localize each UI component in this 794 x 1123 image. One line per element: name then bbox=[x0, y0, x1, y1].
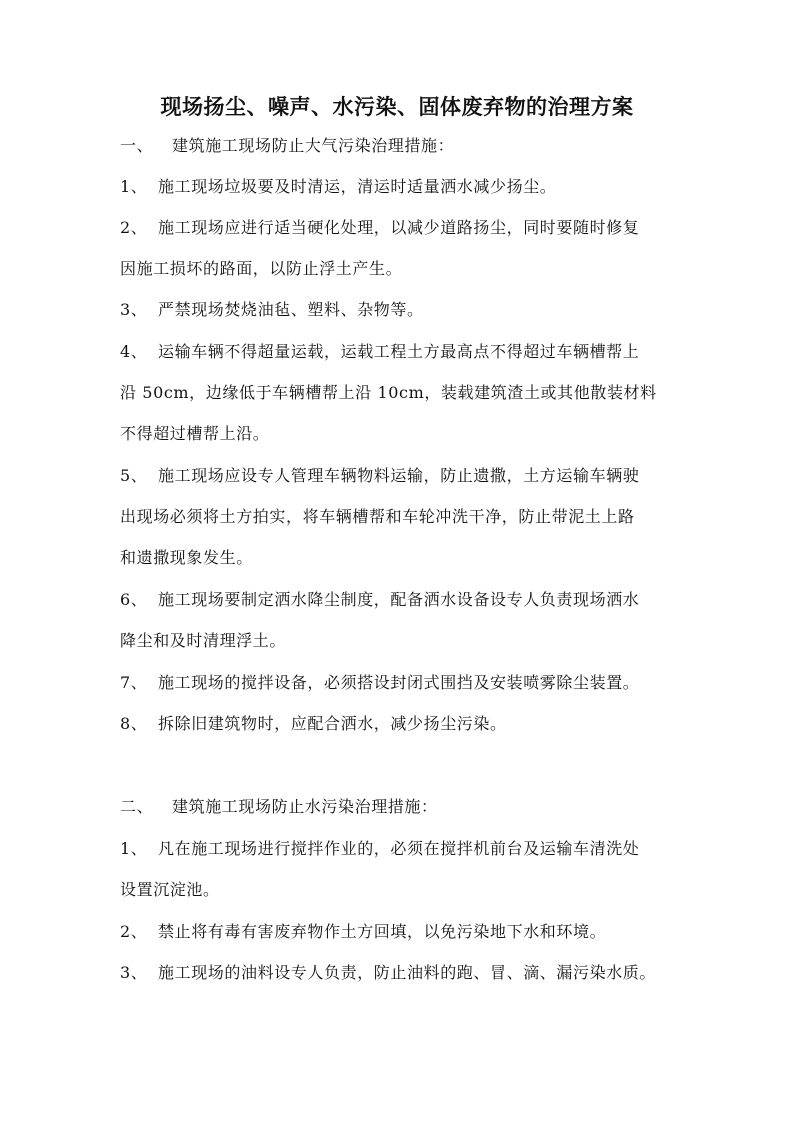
item-continuation: 降尘和及时清理浮土。 bbox=[120, 631, 287, 650]
item-number: 3、 bbox=[120, 963, 148, 982]
item-number: 2、 bbox=[120, 922, 148, 941]
item-continuation: 和遗撒现象发生。 bbox=[120, 548, 253, 567]
item-continuation: 不得超过槽帮上沿。 bbox=[120, 424, 270, 443]
item-text: 凡在施工现场进行搅拌作业的，必须在搅拌机前台及运输车清洗处 bbox=[158, 839, 640, 858]
item-number: 1、 bbox=[120, 177, 148, 196]
item-number: 1、 bbox=[120, 839, 148, 858]
list-item bbox=[120, 175, 556, 199]
document-title: 现场扬尘、噪声、水污染、固体废弃物的治理方案 bbox=[160, 94, 634, 119]
item-number: 7、 bbox=[120, 673, 148, 692]
list-item bbox=[120, 961, 656, 985]
section-2-heading bbox=[120, 795, 438, 819]
section-1-heading bbox=[120, 134, 454, 158]
item-text: 施工现场的油料设专人负责，防止油料的跑、冒、滴、漏污染水质。 bbox=[158, 963, 657, 982]
item-continuation: 沿 50cm，边缘低于车辆槽帮上沿 10cm，装载建筑渣土或其他散装材料 bbox=[120, 383, 657, 402]
list-item bbox=[120, 920, 606, 944]
item-text: 施工现场应设专人管理车辆物料运输，防止遗撒，土方运输车辆驶 bbox=[158, 466, 640, 485]
item-number: 5、 bbox=[120, 466, 148, 485]
item-number: 3、 bbox=[120, 300, 148, 319]
item-text: 运输车辆不得超量运载，运载工程土方最高点不得超过车辆槽帮上 bbox=[158, 342, 640, 361]
section-1-heading-text: 建筑施工现场防止大气污染治理措施： bbox=[172, 136, 455, 155]
list-item bbox=[120, 837, 639, 861]
item-number: 4、 bbox=[120, 342, 148, 361]
section-1-number: 一、 bbox=[120, 136, 154, 155]
list-item bbox=[120, 298, 424, 322]
item-continuation: 因施工损坏的路面，以防止浮土产生。 bbox=[120, 259, 403, 278]
item-number: 6、 bbox=[120, 590, 148, 609]
list-item bbox=[120, 216, 639, 240]
list-item bbox=[120, 464, 639, 488]
item-text: 施工现场应进行适当硬化处理，以减少道路扬尘，同时要随时修复 bbox=[158, 218, 640, 237]
section-2-heading-text: 建筑施工现场防止水污染治理措施： bbox=[172, 797, 438, 816]
list-item bbox=[120, 671, 639, 695]
item-text: 禁止将有毒有害废弃物作土方回填，以免污染地下水和环境。 bbox=[158, 922, 607, 941]
section-2-number: 二、 bbox=[120, 797, 154, 816]
item-text: 施工现场的搅拌设备，必须搭设封闭式围挡及安装喷雾除尘装置。 bbox=[158, 673, 640, 692]
item-text: 施工现场要制定洒水降尘制度，配备洒水设备设专人负责现场洒水 bbox=[158, 590, 640, 609]
item-continuation: 设置沉淀池。 bbox=[120, 880, 220, 899]
list-item bbox=[120, 340, 639, 364]
item-continuation: 出现场必须将土方拍实，将车辆槽帮和车轮冲洗干净，防止带泥土上路 bbox=[120, 507, 635, 526]
list-item bbox=[120, 588, 639, 612]
item-number: 2、 bbox=[120, 218, 148, 237]
item-text: 施工现场垃圾要及时清运，清运时适量洒水减少扬尘。 bbox=[158, 177, 557, 196]
item-number: 8、 bbox=[120, 714, 148, 733]
item-text: 拆除旧建筑物时，应配合洒水，减少扬尘污染。 bbox=[158, 714, 507, 733]
item-text: 严禁现场焚烧油毡、塑料、杂物等。 bbox=[158, 300, 424, 319]
list-item bbox=[120, 712, 507, 736]
